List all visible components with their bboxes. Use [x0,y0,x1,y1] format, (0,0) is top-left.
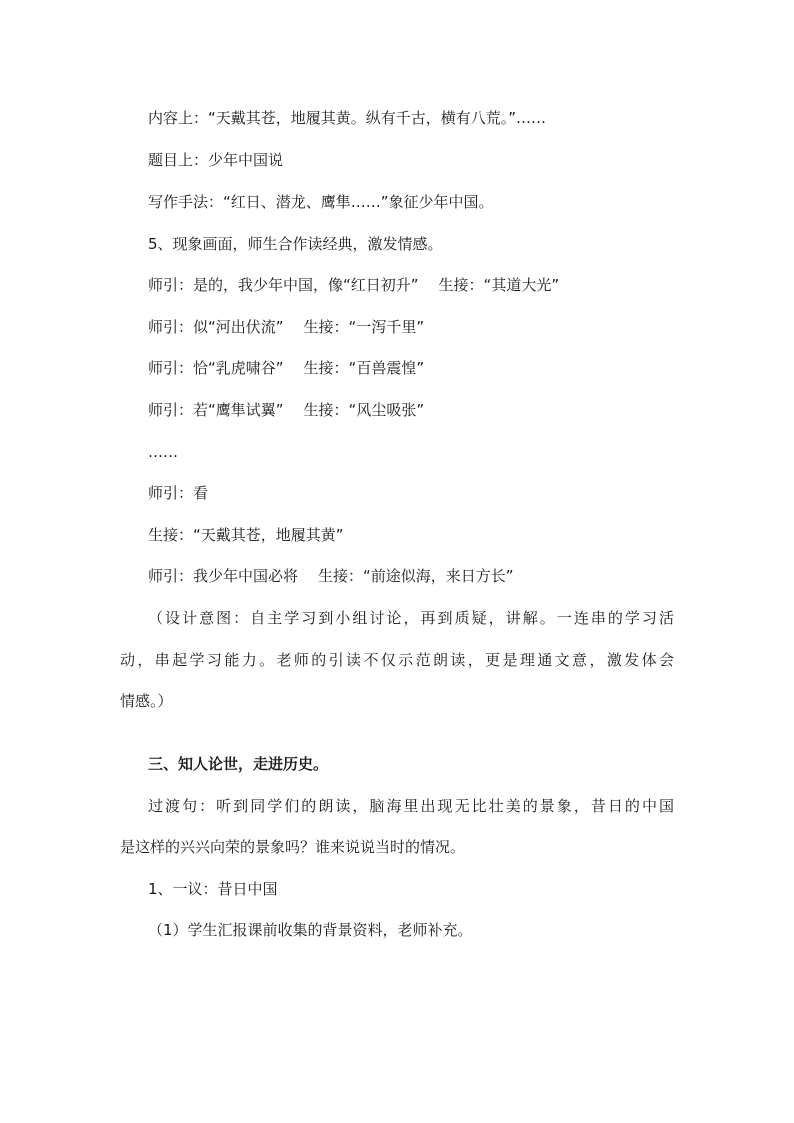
technique-line: 写作手法：“红日、潜龙、鹰隼……”象征少年中国。 [148,193,494,211]
design-note-line-1: （设计意图：自主学习到小组讨论，再到质疑，讲解。一连串的学习活 [148,609,674,627]
response-line: 生接：“天戴其苍，地履其黄” [148,526,344,544]
teacher-lead: 师引：似“河出伏流” [148,318,284,336]
student-response: 生接：“前途似海，来日方长” [318,567,514,585]
title-line: 题目上：少年中国说 [148,151,284,169]
student-response: 生接：“风尘吸张” [303,401,425,419]
look-line: 师引：看 [148,484,209,502]
final-dialogue-line [148,566,514,586]
item-1-sub: （1）学生汇报课前收集的背景资料，老师补充。 [148,921,473,939]
item-1: 1、一议：昔日中国 [148,880,278,898]
ellipsis-line: …… [148,443,178,461]
design-note-line-3: 情感。） [120,692,173,710]
transition-line-1: 过渡句：听到同学们的朗读，脑海里出现无比壮美的景象，昔日的中国 [148,797,674,815]
teacher-lead: 师引：若“鹰隼试翼” [148,401,284,419]
dialogue-line [148,275,559,295]
step-5-line: 5、现象画面，师生合作读经典，激发情感。 [148,235,443,253]
transition-line-2: 是这样的兴兴向荣的景象吗？谁来说说当时的情况。 [120,838,466,856]
design-note-line-2: 动，串起学习能力。老师的引读不仅示范朗读，更是理通文意，激发体会 [120,651,674,669]
student-response: 生接：“百兽震惶” [303,359,425,377]
teacher-lead: 师引：是的，我少年中国，像“红日初升” [148,276,419,294]
teacher-lead: 师引：我少年中国必将 [148,567,299,585]
student-response: 生接：“其道大光” [438,276,560,294]
dialogue-line [148,400,424,420]
dialogue-line [148,358,424,378]
teacher-lead: 师引：恰“乳虎啸谷” [148,359,284,377]
content-line: 内容上：“天戴其苍，地履其黄。纵有千古，横有八荒。”…… [148,109,547,127]
student-response: 生接：“一泻千里” [303,318,425,336]
dialogue-line [148,317,424,337]
section-heading: 三、知人论世，走进历史。 [148,755,329,773]
